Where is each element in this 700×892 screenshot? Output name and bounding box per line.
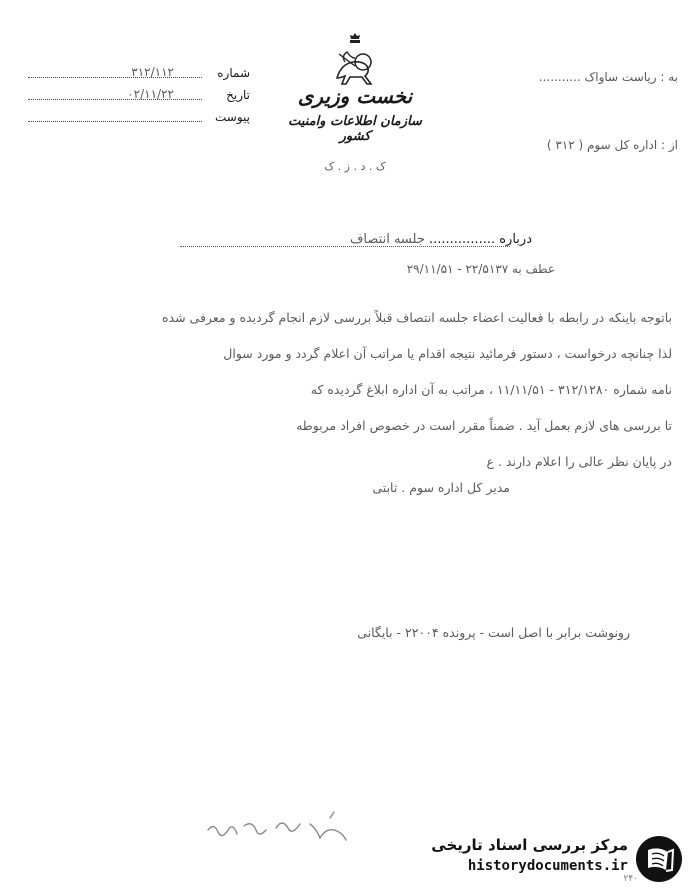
archive-watermark bbox=[410, 832, 690, 890]
number-label: شماره bbox=[217, 66, 250, 80]
letterhead-title: نخست وزیری bbox=[297, 84, 413, 108]
copy-note: رونوشت برابر با اصل است - پرونده ۲۲۰۰۴ - بایگانی bbox=[357, 625, 630, 640]
signature-line: مدیر کل اداره سوم . ثابتی bbox=[372, 480, 510, 495]
page-number: ۲۴۰ bbox=[623, 874, 638, 884]
subject-underline bbox=[180, 246, 510, 247]
letter-body bbox=[40, 300, 672, 480]
date-value: ۰۲/۱۱/۲۲ bbox=[127, 87, 174, 101]
body-line: باتوجه باینکه در رابطه با فعالیت اعضاء جلسه انتصاف قبلاً بررسی لازم انجام گردیده و معرفی شده bbox=[161, 310, 672, 325]
body-line: در پایان نظر عالی را اعلام دارند . ع bbox=[486, 454, 672, 469]
subject-label: درباره bbox=[499, 232, 532, 247]
addressee-line: به : ریاست ساواک ........... bbox=[538, 70, 678, 84]
header-meta bbox=[28, 66, 250, 132]
attachment-row bbox=[28, 110, 250, 130]
number-value: ۳۱۲/۱۱۲ bbox=[131, 65, 174, 79]
body-line: نامه شماره ۳۱۲/۱۲۸۰ - ۱۱/۱۱/۵۱ ، مراتب به آن اداره ابلاغ گردیده که bbox=[310, 382, 672, 397]
number-row bbox=[28, 66, 250, 86]
letterhead-organization: سازمان اطلاعات وامنیت کشور bbox=[288, 114, 422, 144]
handwritten-initials-icon bbox=[200, 808, 365, 848]
subject-line: درباره ................ جلسه انتصاف bbox=[349, 232, 532, 247]
date-row bbox=[28, 88, 250, 108]
watermark-title: مرکز بررسی اسناد تاریخی bbox=[431, 836, 628, 854]
lion-and-sun-emblem-icon bbox=[325, 32, 385, 92]
date-label: تاریخ bbox=[226, 88, 250, 102]
reference-line: عطف به ۲۲/۵۱۳۷ - ۲۹/۱۱/۵۱ bbox=[406, 262, 555, 276]
sender-line: از : اداره کل سوم ( ۳۱۲ ) bbox=[546, 138, 678, 152]
dotted-line bbox=[28, 99, 202, 100]
letterhead-subcode: ک . د . ز . ک bbox=[324, 160, 386, 173]
watermark-url: historydocuments.ir bbox=[467, 858, 628, 874]
body-line: لذا چنانچه درخواست ، دستور فرمائید نتیجه اقدام یا مراتب آن اعلام گردد و مورد سوال bbox=[223, 346, 672, 361]
subject-value: جلسه انتصاف bbox=[349, 232, 425, 247]
dotted-line bbox=[28, 121, 202, 122]
body-line: تا بررسی های لازم بعمل آید . ضمناً مقرر است در خصوص افراد مربوطه bbox=[296, 418, 672, 433]
dotted-line bbox=[28, 77, 202, 78]
attachment-label: پیوست bbox=[215, 110, 250, 124]
archive-logo-icon bbox=[634, 834, 684, 884]
